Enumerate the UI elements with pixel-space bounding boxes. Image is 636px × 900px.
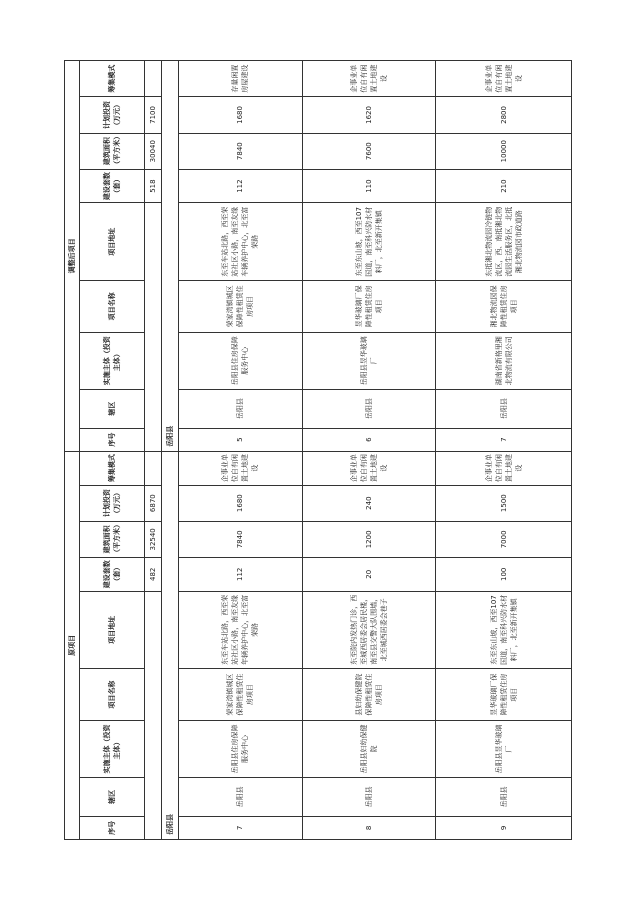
header-units: 建设套数（套）	[80, 169, 145, 203]
cell-seq: 9	[436, 816, 572, 839]
group-adjusted: 调整后项目	[65, 61, 80, 452]
cell-seq: 5	[178, 428, 303, 451]
cell-seq: 7	[436, 428, 572, 451]
cell-units: 210	[436, 169, 572, 203]
cell-seq: 6	[303, 428, 436, 451]
header-units: 建设套数（套）	[80, 557, 145, 591]
cell-mode: 企事业单位自有闲置土地建设	[303, 61, 436, 97]
cell-area: 1200	[303, 521, 436, 557]
cell-mode: 企事业单位自有闲置土地建设	[303, 451, 436, 485]
cell-district: 岳阳县	[178, 777, 303, 816]
header-seq: 序号	[80, 816, 145, 839]
cell-invest: 1620	[303, 97, 436, 133]
header-mode: 筹集模式	[80, 451, 145, 485]
cell-area: 7840	[178, 521, 303, 557]
header-address: 项目地址	[80, 203, 145, 281]
cell-entity: 岳阳县妇幼保健院	[303, 720, 436, 777]
total-units-adjusted: 518	[145, 169, 162, 203]
header-address: 项目地址	[80, 591, 145, 669]
cell-entity: 岳阳县住房保障服务中心	[178, 720, 303, 777]
total-invest-original: 6870	[145, 485, 162, 521]
header-district: 辖区	[80, 389, 145, 428]
header-name: 项目名称	[80, 281, 145, 333]
total-invest-adjusted: 7100	[145, 97, 162, 133]
cell-address: 东至东山坡，西至107国道，南至科兴防水材料厂，北至新开集镇	[303, 203, 436, 281]
cell-address: 东抵湘北物流园冷链物流区，西、南抵湘北物流园生活服务区，北抵湘北物流园市政道路	[436, 203, 572, 281]
header-name: 项目名称	[80, 669, 145, 721]
cell-entity: 岳阳县住房保障服务中心	[178, 332, 303, 389]
cell-units: 112	[178, 169, 303, 203]
cell-name: 昱华玻璃厂保障性租赁住房项目	[303, 281, 436, 333]
cell-address: 东至车站北路，西至荣站社区小路，南至友缘车辆养护中心，北至富荣路	[178, 203, 303, 281]
header-area: 建筑面积（平方米）	[80, 521, 145, 557]
cell-address: 东至东山坡，西至107国道，南至科兴防水材料厂，北至新开集镇	[436, 591, 572, 669]
column-header-row	[80, 61, 145, 840]
cell-area: 7840	[178, 133, 303, 169]
header-invest: 计划投资（万元）	[80, 485, 145, 521]
county-label-original: 岳阳县	[161, 451, 178, 839]
total-area-adjusted: 30040	[145, 133, 162, 169]
adjustment-table	[64, 60, 572, 840]
cell-units: 100	[436, 557, 572, 591]
total-area-original: 32540	[145, 521, 162, 557]
cell-invest: 1680	[178, 97, 303, 133]
table-row	[178, 61, 303, 840]
cell-district: 岳阳县	[178, 389, 303, 428]
cell-mode: 企事业单位自有闲置土地建设	[436, 61, 572, 97]
cell-entity: 湖南省新格里湘北物流有限公司	[436, 332, 572, 389]
cell-district: 岳阳县	[436, 777, 572, 816]
header-district: 辖区	[80, 777, 145, 816]
cell-name: 荣家湾镇城区保障性租赁住房项目	[178, 281, 303, 333]
cell-address: 东至车站北路，西至荣站社区小路，南至友缘年辆养护中心，北至富荣路	[178, 591, 303, 669]
county-label-adjusted: 岳阳县	[161, 61, 178, 452]
rotated-table-wrapper	[64, 60, 572, 840]
cell-area: 7600	[303, 133, 436, 169]
cell-invest: 240	[303, 485, 436, 521]
county-row	[161, 61, 178, 840]
cell-mode: 企事业单位自有闲置土地建设	[178, 451, 303, 485]
table-row	[303, 61, 436, 840]
total-units-original: 482	[145, 557, 162, 591]
cell-seq: 7	[178, 816, 303, 839]
cell-invest: 1680	[178, 485, 303, 521]
cell-district: 岳阳县	[303, 389, 436, 428]
cell-seq: 8	[303, 816, 436, 839]
cell-name: 荣家湾镇城区保障性租赁住房项目	[178, 669, 303, 721]
group-header-row	[65, 61, 80, 840]
table-row	[436, 61, 572, 840]
group-original: 原项目	[65, 451, 80, 839]
cell-district: 岳阳县	[436, 389, 572, 428]
cell-area: 10000	[436, 133, 572, 169]
totals-row	[145, 61, 162, 840]
cell-mode: 存量闲置房屋建设	[178, 61, 303, 97]
cell-mode: 企事业单位自有闲置土地建设	[436, 451, 572, 485]
header-entity: 实施主体（投资主体）	[80, 332, 145, 389]
header-invest: 计划投资（万元）	[80, 97, 145, 133]
header-mode: 筹集模式	[80, 61, 145, 97]
cell-name: 昱华玻璃厂保障性租赁住房项目	[436, 669, 572, 721]
cell-invest: 2800	[436, 97, 572, 133]
cell-name: 湘北物流园保障性租赁住房项目	[436, 281, 572, 333]
cell-units: 112	[178, 557, 303, 591]
cell-units: 110	[303, 169, 436, 203]
header-seq: 序号	[80, 428, 145, 451]
cell-entity: 岳阳县昱华玻璃厂	[436, 720, 572, 777]
cell-units: 20	[303, 557, 436, 591]
cell-entity: 岳阳县昱华玻璃厂	[303, 332, 436, 389]
cell-district: 岳阳县	[303, 777, 436, 816]
cell-name: 县妇幼保健院保障性租赁住房项目	[303, 669, 436, 721]
header-area: 建筑面积（平方米）	[80, 133, 145, 169]
cell-area: 7000	[436, 521, 572, 557]
cell-invest: 1500	[436, 485, 572, 521]
header-entity: 实施主体（投资主体）	[80, 720, 145, 777]
cell-address: 东至院内发热门诊，西至城西居委会居民楼，南至县交警大队围墙，北至城西居委会巷子	[303, 591, 436, 669]
